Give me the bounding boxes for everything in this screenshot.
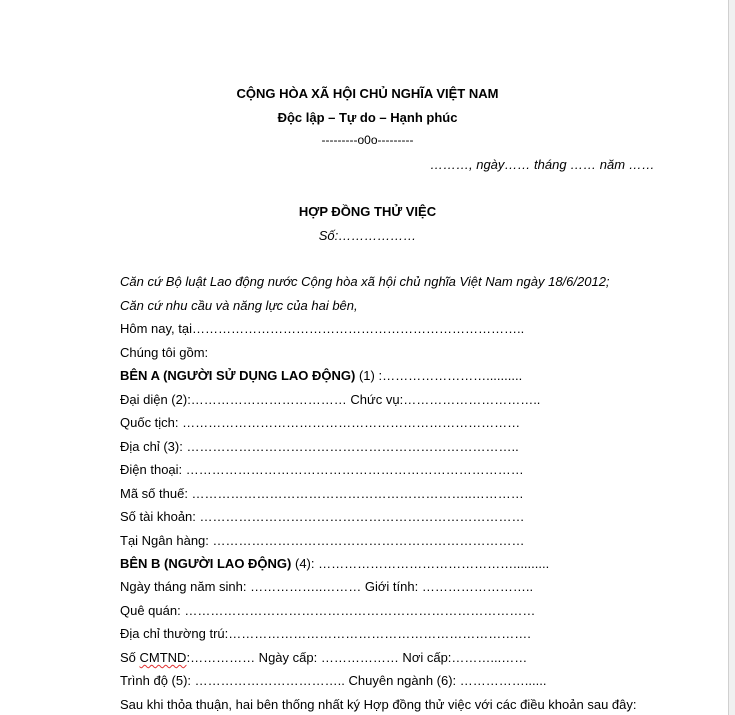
preamble-line: Căn cứ Bộ luật Lao động nước Cộng hòa xã hội chủ nghĩa Việt Nam ngày 18/6/2012; — [120, 274, 610, 289]
party-b-label: BÊN B (NGƯỜI LAO ĐỘNG) — [120, 556, 292, 571]
representative-line: Đại diện (2):……………………………… Chức vụ:………………………….. — [120, 392, 541, 407]
party-a-label: BÊN A (NGƯỜI SỬ DỤNG LAO ĐỘNG) — [120, 368, 356, 383]
residence-line: Địa chỉ thường trú:……………………………………………………………. — [120, 626, 531, 641]
divider: ---------o0o--------- — [321, 133, 414, 147]
preamble-line: Căn cứ nhu cầu và năng lực của hai bên, — [120, 298, 358, 313]
party-a-blank: (1) :…………………….......... — [355, 368, 523, 383]
id-prefix: Số — [120, 650, 140, 665]
phone-line: Điện thoại: …………………………………………………………………… — [120, 462, 524, 477]
dob-line: Ngày tháng năm sinh: ……………..……… Giới tính: …………………….. — [120, 579, 534, 594]
address-line: Địa chỉ (3): ………………………………………………………………….. — [120, 439, 519, 454]
page-edge — [728, 0, 735, 715]
we-include-line: Chúng tôi gồm: — [120, 345, 209, 360]
nationality-line: Quốc tịch: …………………………………………………………………… — [120, 415, 521, 430]
hometown-line: Quê quán: ……………………………………………………………………… — [120, 603, 536, 618]
bank-line: Tại Ngân hàng: ……………………………………………………………… — [120, 533, 525, 548]
party-a-heading — [120, 368, 522, 383]
nation-heading: CỘNG HÒA XÃ HỘI CHỦ NGHĨA VIỆT NAM — [236, 86, 499, 101]
party-b-blank: (4): ……………………………………….......... — [291, 556, 550, 571]
agreement-line: Sau khi thỏa thuận, hai bên thống nhất ký Hợp đồng thử việc với các điều khoản sau đây: — [120, 697, 637, 712]
account-line: Số tài khoản: ………………………………………………………………… — [120, 509, 525, 524]
date-line: ………, ngày…… tháng …… năm …… — [430, 157, 655, 172]
spellcheck-word: CMTND — [139, 650, 187, 665]
contract-number: Số:……………… — [318, 228, 417, 243]
education-line: Trình độ (5): …………………………….. Chuyên ngành (6): ……………...... — [120, 673, 547, 688]
id-blank: :…………… Ngày cấp: ……………… Nơi cấp:………...…… — [186, 650, 528, 665]
id-card-line — [120, 650, 527, 665]
today-line: Hôm nay, tại………………………………………………………………….. — [120, 321, 525, 336]
tax-code-line: Mã số thuế: ………………………………………………………..………… — [120, 486, 524, 501]
motto: Độc lập – Tự do – Hạnh phúc — [277, 110, 458, 125]
contract-title: HỢP ĐỒNG THỬ VIỆC — [298, 204, 437, 219]
party-b-heading — [120, 556, 549, 571]
